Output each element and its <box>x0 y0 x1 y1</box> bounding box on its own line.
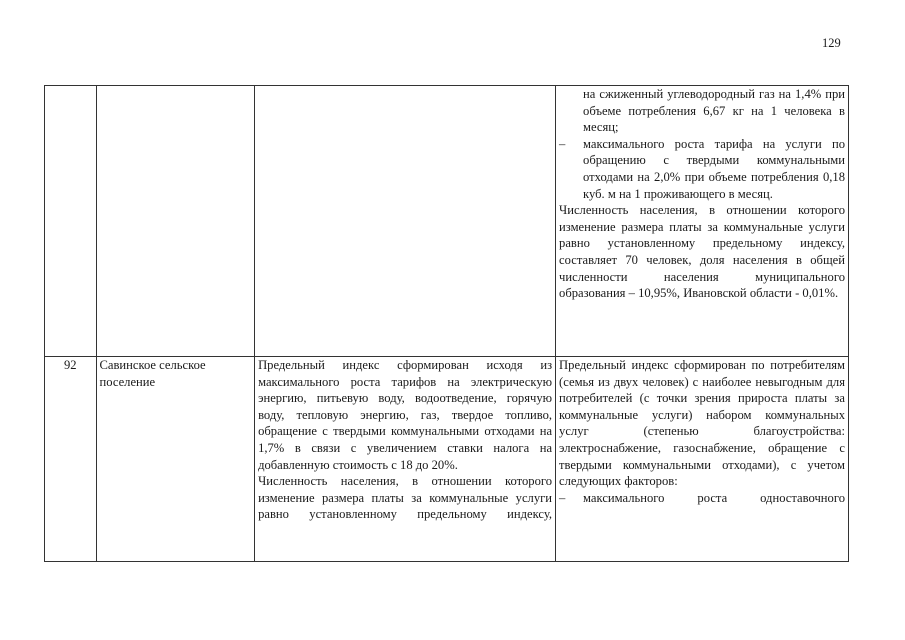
row-number-cell <box>45 86 97 357</box>
municipality-cell: Савинское сельское поселение <box>96 357 255 562</box>
row-number-cell: 92 <box>45 357 97 562</box>
table-row <box>45 357 849 562</box>
table-row <box>45 86 849 357</box>
list-item-text: максимального роста тарифа на услуги по обращению с твердыми коммунальными отходами на 2,0% при объеме потребления 0,18 куб. м на 1 проживающего в месяц. <box>583 136 845 201</box>
list-item <box>559 136 845 202</box>
list-item-text: максимального роста одноставочного <box>583 490 845 505</box>
consumer-cell <box>556 357 849 562</box>
index-formation-cell <box>255 357 556 562</box>
page-number: 129 <box>822 36 841 50</box>
dash-marker: – <box>559 136 566 151</box>
municipality-cell <box>96 86 255 357</box>
population-paragraph: Численность населения, в отношении которого изменение размера платы за коммунальные услуги равно установленному предельному индексу, <box>258 474 553 522</box>
dash-marker: – <box>559 490 566 505</box>
index-formation-paragraph: Предельный индекс сформирован исходя из максимального роста тарифов на электрическую энергию, питьевую воду, водоотведение, горячую воду, тепловую энергию, газ, твердое топливо, обращение с твердыми коммунальными отходами на 1,7% в связи с увеличением ставки налога на добавленную стоимость с 18 до 20%. <box>258 358 553 472</box>
index-formation-cell <box>255 86 556 357</box>
consumer-cell <box>556 86 849 357</box>
population-paragraph: Численность населения, в отношении которого изменение размера платы за коммунальные услуги равно установленному предельному индексу, составляет 70 человек, доля населения в общей численности населения муниципального образования – 10,95%, Ивановской области - 0,01%. <box>559 203 845 301</box>
consumer-item-continued: на сжиженный углеводородный газ на 1,4% при объеме потребления 6,67 кг на 1 человека в месяц; <box>583 87 845 135</box>
consumer-paragraph: Предельный индекс сформирован по потребителям (семья из двух человек) с наиболее невыгодным для потребителей (с точки зрения прироста платы за коммунальные услуги) набором коммунальных услуг (степенью благоустройства: электроснабжение, газоснабжение, обращение с твердыми коммунальными отходами), с учетом следующих факторов: <box>559 358 845 489</box>
list-item <box>559 490 845 507</box>
tariff-index-table <box>44 85 849 562</box>
